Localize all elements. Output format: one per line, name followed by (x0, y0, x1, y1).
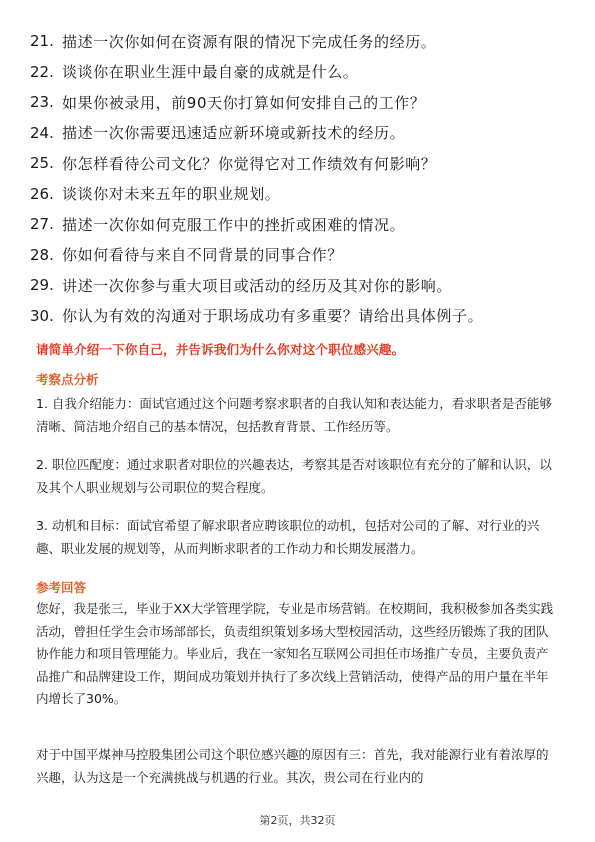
question-number: 25. (30, 154, 54, 173)
question-text: 描述一次你如何在资源有限的情况下完成任务的经历。 (62, 32, 437, 51)
question-item (30, 240, 570, 271)
question-number: 29. (30, 276, 54, 295)
analysis-point: 2. 职位匹配度：通过求职者对职位的兴趣表达，考察其是否对该职位有充分的了解和认识，以及其个人职业规划与公司职位的契合程度。 (36, 457, 552, 495)
analysis-point: 1. 自我介绍能力：面试官通过这个问题考察求职者的自我认知和表达能力，看求职者是否能够清晰、简洁地介绍自己的基本情况，包括教育背景、工作经历等。 (36, 396, 552, 434)
question-number: 30. (30, 306, 54, 325)
question-number: 23. (30, 93, 54, 112)
question-text: 谈谈你对未来五年的职业规划。 (62, 185, 281, 204)
question-item (30, 57, 570, 88)
question-text: 讲述一次你参与重大项目或活动的经历及其对你的影响。 (62, 276, 453, 295)
question-text: 描述一次你需要迅速适应新环境或新技术的经历。 (62, 124, 406, 143)
question-number: 21. (30, 32, 54, 51)
question-number: 27. (30, 215, 54, 234)
answer-heading: 参考回答 (36, 580, 87, 595)
answer-paragraph: 对于中国平煤神马控股集团公司这个职位感兴趣的原因有三：首先，我对能源行业有着浓厚的兴趣，认为这是一个充满挑战与机遇的行业。其次，贵公司在行业内的 (36, 747, 549, 785)
question-text: 你如何看待与来自不同背景的同事合作？ (62, 246, 343, 265)
analysis-point: 3. 动机和目标：面试官希望了解求职者应聘该职位的动机，包括对公司的了解、对行业的兴趣、职业发展的规划等，从而判断求职者的工作动力和长期发展潜力。 (36, 518, 540, 556)
question-text: 描述一次你如何克服工作中的挫折或困难的情况。 (62, 215, 406, 234)
question-text: 你认为有效的沟通对于职场成功有多重要？请给出具体例子。 (62, 307, 484, 326)
analysis-heading: 考察点分析 (36, 372, 99, 387)
question-item (30, 179, 570, 210)
featured-question: 请简单介绍一下你自己，并告诉我们为什么你对这个职位感兴趣。 (36, 342, 405, 357)
question-list (30, 26, 570, 331)
question-item (30, 270, 570, 301)
question-text: 如果你被录用，前90天你打算如何安排自己的工作？ (62, 93, 426, 112)
question-text: 你怎样看待公司文化？你觉得它对工作绩效有何影响？ (62, 154, 437, 173)
page-footer: 第2页，共32页 (259, 814, 336, 827)
question-text: 谈谈你在职业生涯中最自豪的成就是什么。 (62, 63, 359, 82)
question-item (30, 87, 570, 118)
question-item (30, 118, 570, 149)
question-number: 26. (30, 184, 54, 203)
question-number: 22. (30, 62, 54, 81)
question-number: 28. (30, 245, 54, 264)
question-item (30, 26, 570, 57)
question-item (30, 301, 570, 332)
question-number: 24. (30, 123, 54, 142)
question-item (30, 209, 570, 240)
answer-paragraph: 您好，我是张三，毕业于XX大学管理学院，专业是市场营销。在校期间，我积极参加各类实践活动，曾担任学生会市场部部长，负责组织策划多场大型校园活动，这些经历锻炼了我的团队协作能力和项目管理能力。毕业后，我在一家知名互联网公司担任市场推广专员，主要负责产品推广和品牌建设工作，期间成功策划并执行了多次线上营销活动，使得产品的用户量在半年内增长了30%。 (36, 601, 554, 706)
question-item (30, 148, 570, 179)
